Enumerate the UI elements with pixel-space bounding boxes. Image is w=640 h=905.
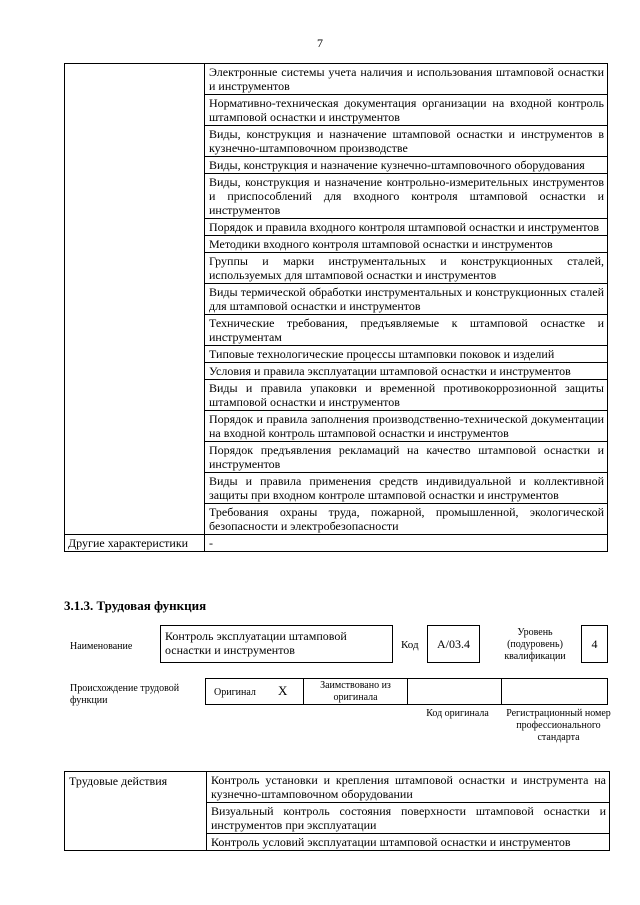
action-item: Визуальный контроль состояния поверхности штамповой оснастки и инструментов при эксплуатации: [207, 803, 610, 834]
other-characteristics-row: [65, 535, 608, 552]
knowledge-item: Виды и правила применения средств индивидуальной и коллективной защиты при входном контроле штамповой оснастки и инструментов: [205, 473, 608, 504]
knowledge-item: Виды, конструкция и назначение кузнечно-штамповочного оборудования: [205, 157, 608, 174]
knowledge-item: Условия и правила эксплуатации штамповой оснастки и инструментов: [205, 363, 608, 380]
code-original-cell: [407, 678, 502, 705]
action-item: Контроль условий эксплуатации штамповой оснастки и инструментов: [207, 834, 610, 851]
actions-table: [64, 771, 610, 851]
knowledge-left-cell: [65, 64, 205, 535]
function-code-box: A/03.4: [427, 625, 480, 663]
knowledge-item: Виды, конструкция и назначение штамповой оснастки и инструментов в кузнечно-штамповочном производстве: [205, 126, 608, 157]
section-title: 3.1.3. Трудовая функция: [64, 598, 207, 613]
knowledge-item: Виды термической обработки инструментальных и конструкционных сталей для штамповой оснастки и инструментов: [205, 284, 608, 315]
borrowed-cell: [303, 678, 408, 705]
reg-number-cell: [501, 678, 608, 705]
actions-label: Трудовые действия: [65, 772, 207, 851]
knowledge-item: Технические требования, предъявляемые к штамповой оснастке и инструментам: [205, 315, 608, 346]
origin-row: [205, 678, 608, 705]
code-original-label: Код оригинала: [426, 708, 489, 719]
knowledge-item: Электронные системы учета наличия и использования штамповой оснастки и инструментов: [205, 64, 608, 95]
original-cell: [205, 678, 304, 705]
knowledge-item: Виды, конструкция и назначение контрольно-измерительных инструментов и приспособлений для входного контроля штамповой оснастки и инструментов: [205, 174, 608, 219]
knowledge-table: [64, 63, 608, 552]
action-row: [65, 772, 610, 803]
knowledge-item: Требования охраны труда, пожарной, промышленной, экологической безопасности и электробезопасности: [205, 504, 608, 535]
other-characteristics-value: -: [205, 535, 608, 552]
code-label: Код: [401, 639, 419, 651]
knowledge-item: Типовые технологические процессы штамповки поковок и изделий: [205, 346, 608, 363]
level-value-box: 4: [581, 625, 608, 663]
knowledge-item: Группы и марки инструментальных и конструкционных сталей, используемых для штамповой оснастки и инструментов: [205, 253, 608, 284]
other-characteristics-label: Другие характеристики: [65, 535, 205, 552]
knowledge-item: Порядок и правила заполнения производственно-технической документации на входной контроль штамповой оснастки и инструментов: [205, 411, 608, 442]
original-label: Оригинал: [214, 687, 256, 698]
page-number: 7: [317, 36, 323, 50]
action-item: Контроль установки и крепления штамповой оснастки и инструмента на кузнечно-штамповочном оборудовании: [207, 772, 610, 803]
knowledge-item: Нормативно-техническая документация организации на входной контроль штамповой оснастки и инструментов: [205, 95, 608, 126]
knowledge-row: [65, 64, 608, 95]
level-label: Уровень (подуровень) квалификации: [504, 627, 566, 662]
borrowed-label: Заимствовано из оригинала: [320, 680, 391, 703]
original-mark: X: [278, 683, 288, 698]
knowledge-item: Порядок и правила входного контроля штамповой оснастки и инструментов: [205, 219, 608, 236]
origin-label: Происхождение трудовой функции: [70, 683, 180, 706]
knowledge-item: Виды и правила упаковки и временной противокоррозионной защиты штамповой оснастки и инструментов: [205, 380, 608, 411]
function-name-box: Контроль эксплуатации штамповой оснастки и инструментов: [160, 625, 393, 663]
name-label: Наименование: [70, 641, 133, 652]
knowledge-item: Порядок предъявления рекламаций на качество штамповой оснастки и инструментов: [205, 442, 608, 473]
knowledge-item: Методики входного контроля штамповой оснастки и инструментов: [205, 236, 608, 253]
reg-number-label: Регистрационный номер профессионального стандарта: [506, 708, 611, 743]
